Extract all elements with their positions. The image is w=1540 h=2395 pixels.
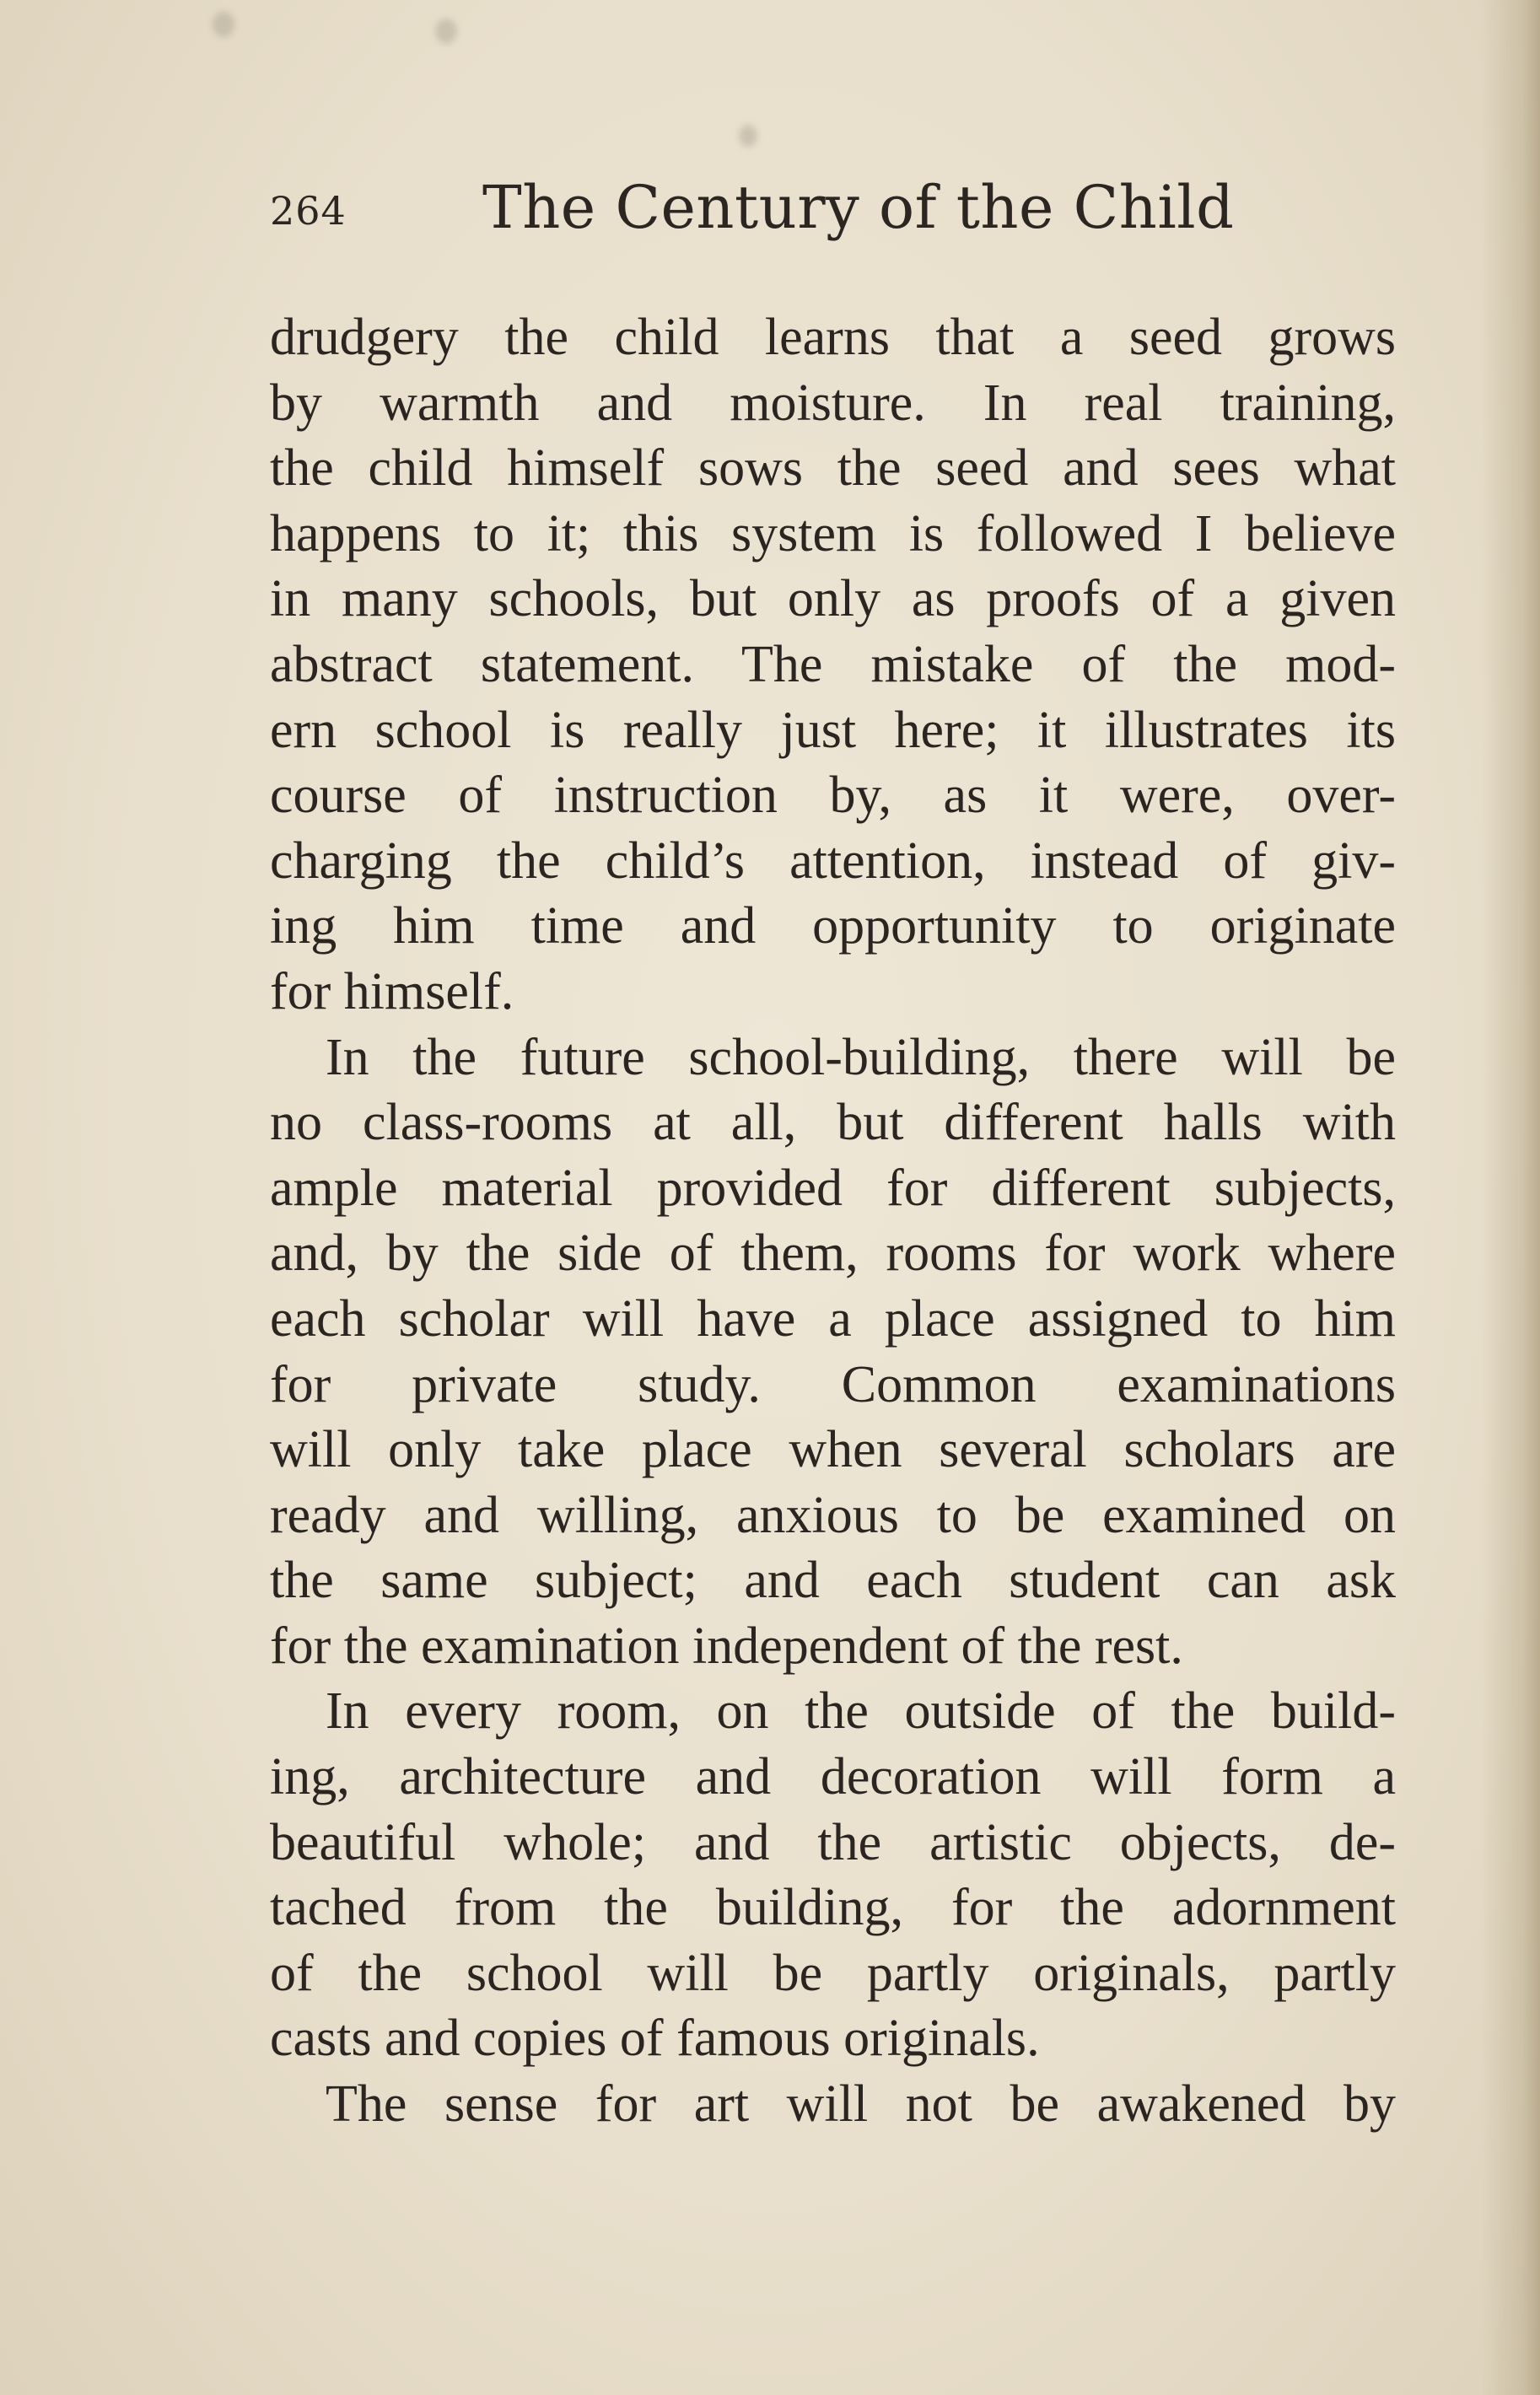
text-line: happens to it; this system is followed I believe: [270, 504, 1396, 562]
text-line: abstract statement. The mistake of the mod-: [270, 635, 1396, 693]
text-line: the same subject; and each student can ask: [270, 1552, 1396, 1610]
text-line: each scholar will have a place assigned to him: [270, 1289, 1396, 1348]
text-line: the child himself sows the seed and sees what: [270, 439, 1396, 498]
paper-spot: [435, 19, 457, 44]
text-line: course of instruction by, as it were, over-: [270, 767, 1396, 825]
running-header: [270, 173, 1400, 249]
text-line: and, by the side of them, rooms for work where: [270, 1224, 1396, 1283]
paragraph-start-line: In the future school-building, there will be: [326, 1028, 1396, 1086]
page-number: 264: [270, 188, 347, 234]
paragraph-start-line: The sense for art will not be awakened by: [326, 2075, 1396, 2134]
text-line: drudgery the child learns that a seed grows: [270, 309, 1396, 366]
body-text: [270, 305, 1396, 2138]
text-line: ing him time and opportunity to originate: [270, 897, 1396, 955]
text-line: by warmth and moisture. In real training,: [270, 374, 1396, 432]
text-line: in many schools, but only as proofs of a given: [270, 570, 1396, 628]
text-line: tached from the building, for the adornment: [270, 1879, 1396, 1937]
text-line: for private study. Common examinations: [270, 1355, 1396, 1413]
text-line: no class-rooms at all, but different halls with: [270, 1094, 1396, 1152]
paper-spot: [213, 12, 234, 37]
text-line: ample material provided for different subjects,: [270, 1159, 1396, 1217]
text-line: beautiful whole; and the artistic objects, de-: [270, 1813, 1396, 1871]
page-edge-shadow: [1481, 0, 1540, 2395]
paragraph-end-line: for the examination independent of the rest.: [270, 1617, 1183, 1675]
text-line: ready and willing, anxious to be examined on: [270, 1486, 1396, 1544]
text-line: ern school is really just here; it illustrates its: [270, 701, 1396, 759]
text-line: of the school will be partly originals, partly: [270, 1944, 1396, 2002]
paper-spot: [739, 125, 757, 147]
text-line: ing, architecture and decoration will form a: [270, 1748, 1396, 1806]
text-line: will only take place when several scholars are: [270, 1421, 1396, 1479]
paragraph-end-line: for himself.: [270, 962, 514, 1020]
text-line: charging the child’s attention, instead of giv-: [270, 832, 1396, 890]
running-title: The Century of the Child: [482, 173, 1235, 242]
paragraph-end-line: casts and copies of famous originals.: [270, 2010, 1040, 2068]
paragraph-start-line: In every room, on the outside of the build-: [326, 1682, 1396, 1741]
